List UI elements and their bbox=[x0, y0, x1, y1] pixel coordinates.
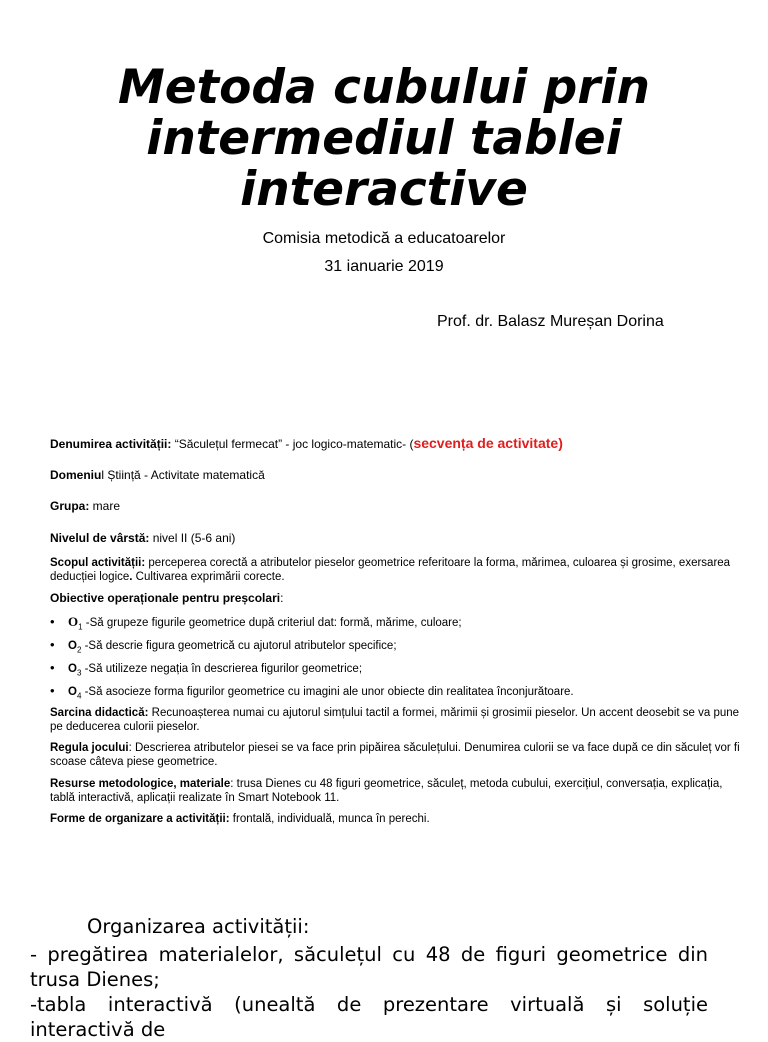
bullet-icon: • bbox=[50, 614, 55, 629]
objective-item bbox=[50, 637, 740, 657]
forms-label: Forme de organizare a activității: bbox=[50, 813, 230, 825]
group-row bbox=[50, 499, 740, 514]
objective-text: -Să asocieze forma figurilor geometrice cu imagini ale unor obiecte din realitatea înconjurătoare. bbox=[81, 686, 574, 698]
activity-label: Denumirea activității: bbox=[50, 437, 172, 451]
level-row bbox=[50, 531, 740, 546]
date: 31 ianuarie 2019 bbox=[324, 258, 444, 275]
scope-row bbox=[50, 556, 740, 584]
activity-text: “Săculețul fermecat” - joc logico-matematic- ( bbox=[171, 437, 414, 451]
group-label: Grupa: bbox=[50, 499, 90, 513]
objective-code: O bbox=[68, 663, 77, 675]
activity-close: ) bbox=[558, 435, 563, 451]
author: Prof. dr. Balasz Mureșan Dorina bbox=[437, 313, 664, 330]
group-text: mare bbox=[89, 499, 121, 513]
activity-name-row bbox=[50, 436, 740, 452]
rule-label: Regula jocului bbox=[50, 742, 129, 754]
task-row bbox=[50, 706, 740, 734]
objective-code: O bbox=[68, 614, 79, 629]
title-line: intermediul tablei bbox=[146, 111, 622, 166]
objective-text: -Să utilizeze negația în descrierea figurilor geometrice; bbox=[81, 663, 363, 675]
objective-sub: 3 bbox=[76, 668, 82, 678]
task-label: Sarcina didactică: bbox=[50, 707, 149, 719]
objective-text: -Să descrie figura geometrică cu ajutorul atributelor specifice; bbox=[81, 640, 397, 652]
objective-sub: 2 bbox=[76, 645, 82, 655]
scope-label: Scopul activității: bbox=[50, 557, 146, 569]
task-text: Recunoașterea numai cu ajutorul simțului tactil a formei, mărimii și grosimii pieselor. Un accent deosebit se va pune pe deducerea culorii pieselor. bbox=[50, 707, 740, 733]
bullet-icon: • bbox=[50, 637, 55, 652]
forms-text: frontală, individuală, munca în perechi. bbox=[229, 813, 430, 825]
resources-text: : trusa Dienes cu 48 figuri geometrice, săculeț, metoda cubului, exercițiul, conversația, explicația, tablă interactivă, aplicații realizate în Smart Notebook 11. bbox=[50, 778, 723, 804]
bullet-icon: • bbox=[50, 683, 55, 698]
objective-code: O bbox=[68, 640, 77, 652]
page-title bbox=[40, 62, 728, 215]
objective-code: O bbox=[68, 686, 77, 698]
objectives-title: Obiective operaționale pentru preșcolari bbox=[50, 591, 281, 605]
resources-label: Resurse metodologice, materiale bbox=[50, 778, 231, 790]
scope-text-2: Cultivarea exprimării corecte. bbox=[132, 571, 285, 583]
scope-dot: . bbox=[129, 571, 133, 583]
objective-sub: 4 bbox=[76, 691, 82, 701]
title-line: Metoda cubului prin bbox=[118, 60, 650, 115]
forms-row bbox=[50, 812, 740, 826]
level-label: Nivelul de vârstă: bbox=[50, 531, 150, 545]
objective-item bbox=[50, 660, 740, 680]
organization-line: - pregătirea materialelor, săculețul cu 48 de figuri geometrice din trusa Dienes; bbox=[30, 943, 708, 991]
title-line: interactive bbox=[240, 162, 528, 217]
organization-section bbox=[30, 914, 708, 1042]
activity-highlight: secvența de activitate bbox=[413, 435, 559, 451]
rule-row bbox=[50, 741, 740, 769]
scope-text: perceperea corectă a atributelor pieselor geometrice referitoare la forma, mărimea, culoarea și grosime, exersarea deducției logice bbox=[50, 557, 731, 583]
objective-text: -Să grupeze figurile geometrice după criteriul dat: formă, mărime, culoare; bbox=[82, 617, 462, 629]
domain-text: l Știință - Activitate matematică bbox=[101, 468, 265, 482]
objective-item bbox=[50, 614, 740, 634]
objectives-title-colon: : bbox=[280, 591, 284, 605]
objectives-title-row bbox=[50, 591, 740, 606]
domain-label: Domeniu bbox=[50, 468, 102, 482]
domain-row bbox=[50, 468, 740, 483]
organization-title: Organizarea activității: bbox=[87, 915, 310, 938]
bullet-icon: • bbox=[50, 660, 55, 675]
rule-text: : Descrierea atributelor piesei se va face prin pipăirea săculețului. Denumirea culorii se va face după ce din săculeț vor fi scoase câteva piese geometrice. bbox=[50, 742, 740, 768]
subtitle: Comisia metodică a educatoarelor bbox=[262, 230, 506, 247]
objective-item bbox=[50, 683, 740, 703]
level-text: nivel II (5-6 ani) bbox=[149, 531, 236, 545]
objective-sub: 1 bbox=[78, 622, 83, 632]
resources-row bbox=[50, 777, 740, 805]
organization-line: -tabla interactivă (unealtă de prezentare virtuală și soluție interactivă de bbox=[30, 993, 708, 1041]
